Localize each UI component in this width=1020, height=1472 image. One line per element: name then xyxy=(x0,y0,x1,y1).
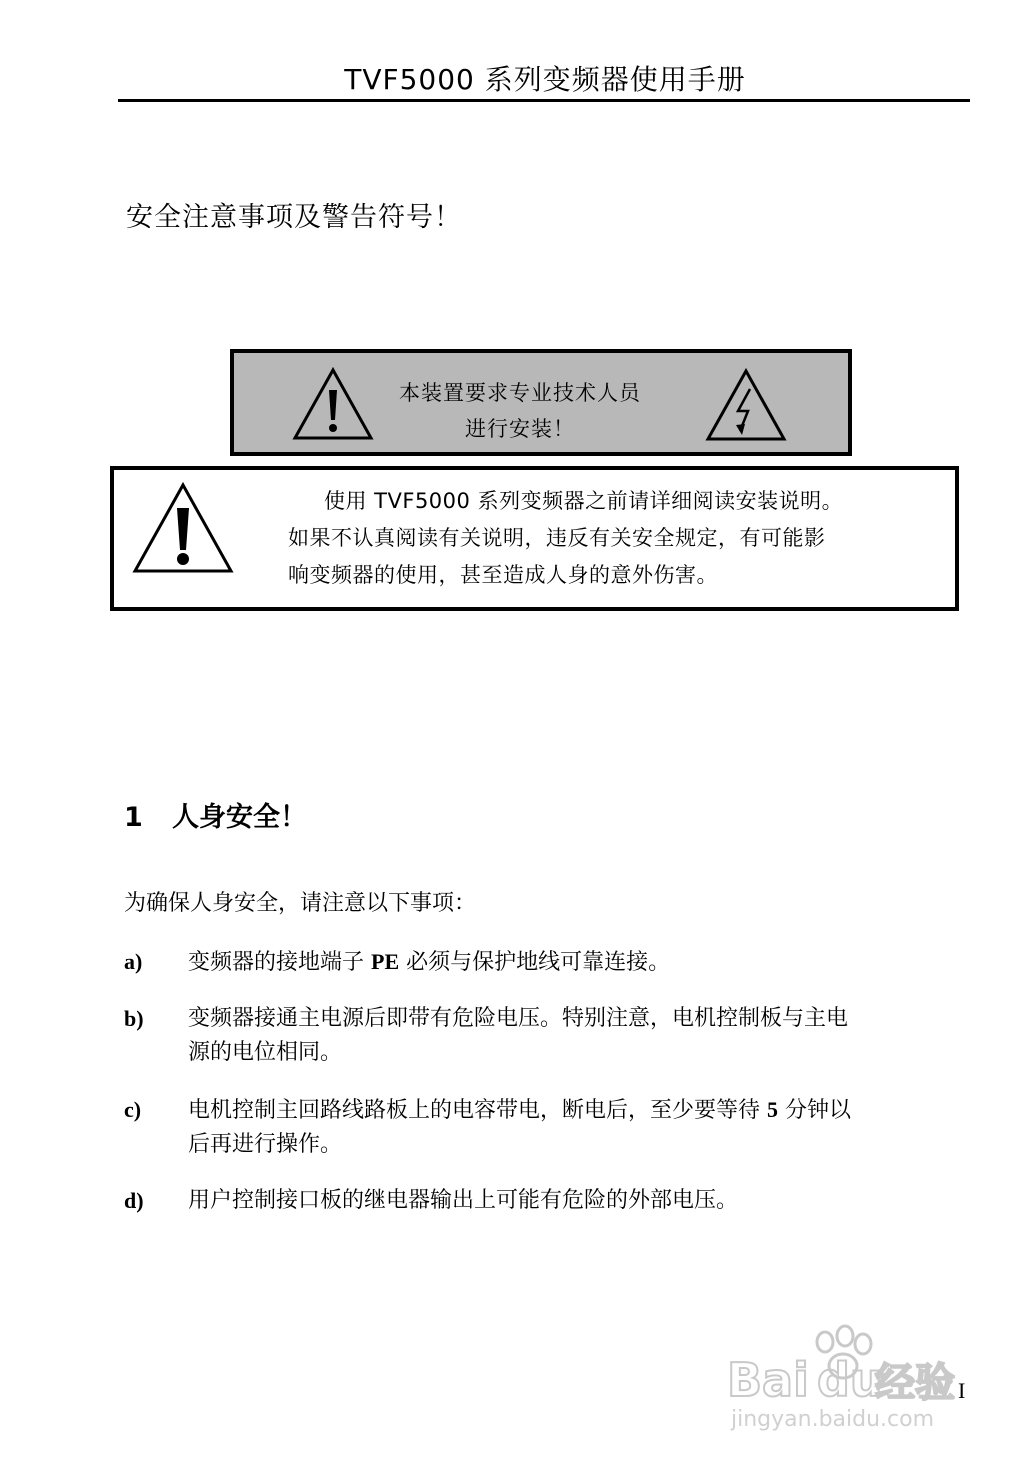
page-heading: 安全注意事项及警告符号！ xyxy=(126,202,462,233)
item-b-line-2: 源的电位相同。 xyxy=(188,1040,343,1065)
list-item-text: 用户控制接口板的继电器输出上可能有危险的外部电压。 xyxy=(188,1188,739,1213)
warning-line-1: 使用 TVF5000 系列变频器之前请详细阅读安装说明。 xyxy=(324,489,844,513)
baidu-watermark[interactable] xyxy=(725,1318,985,1438)
watermark-brand: Bai xyxy=(727,1353,809,1407)
notice-text xyxy=(360,375,680,447)
warning-exclamation-large-icon xyxy=(130,480,236,576)
watermark-url: jingyan.baidu.com xyxy=(731,1407,935,1432)
watermark-brand-2: du xyxy=(817,1353,883,1407)
list-item-text xyxy=(188,1093,978,1162)
watermark-label: 经验 xyxy=(875,1360,955,1406)
page-number: I xyxy=(958,1378,966,1403)
notice-line-2: 进行安装！ xyxy=(465,417,575,441)
notice-line-1: 本装置要求专业技术人员 xyxy=(399,381,641,405)
list-item-mark: d) xyxy=(124,1188,144,1213)
list-item-mark: c) xyxy=(124,1097,142,1122)
section-title-text: 人身安全！ xyxy=(172,802,307,833)
header-rule xyxy=(118,99,970,102)
section-number: 1 xyxy=(124,802,143,833)
section-title xyxy=(124,795,307,834)
item-c-line-1-post: 分钟以 xyxy=(778,1098,851,1123)
warning-line-2: 如果不认真阅读有关说明，违反有关安全规定，有可能影 xyxy=(288,526,826,550)
warning-text xyxy=(288,483,938,594)
item-c-number: 5 xyxy=(767,1097,778,1122)
electric-hazard-icon xyxy=(704,367,788,443)
item-b-line-1: 变频器接通主电源后即带有危险电压。特别注意，电机控制板与主电 xyxy=(188,1006,849,1031)
list-item-mark: b) xyxy=(124,1006,144,1031)
list-item-text xyxy=(188,945,978,980)
item-a-text-post: 必须与保护地线可靠连接。 xyxy=(399,950,671,975)
list-item-mark: a) xyxy=(124,949,143,974)
list-item-text xyxy=(188,1002,978,1070)
baidu-paw-icon xyxy=(725,1318,985,1438)
header-title: TVF5000 系列变频器使用手册 xyxy=(344,63,746,96)
warning-line-3: 响变频器的使用，甚至造成人身的意外伤害。 xyxy=(288,563,718,587)
section-intro: 为确保人身安全，请注意以下事项： xyxy=(124,891,477,916)
item-c-line-2: 后再进行操作。 xyxy=(188,1132,343,1157)
item-a-text-pre: 变频器的接地端子 xyxy=(188,950,371,975)
item-a-term: PE xyxy=(371,949,400,974)
item-c-line-1-pre: 电机控制主回路线路板上的电容带电，断电后，至少要等待 xyxy=(188,1098,767,1123)
